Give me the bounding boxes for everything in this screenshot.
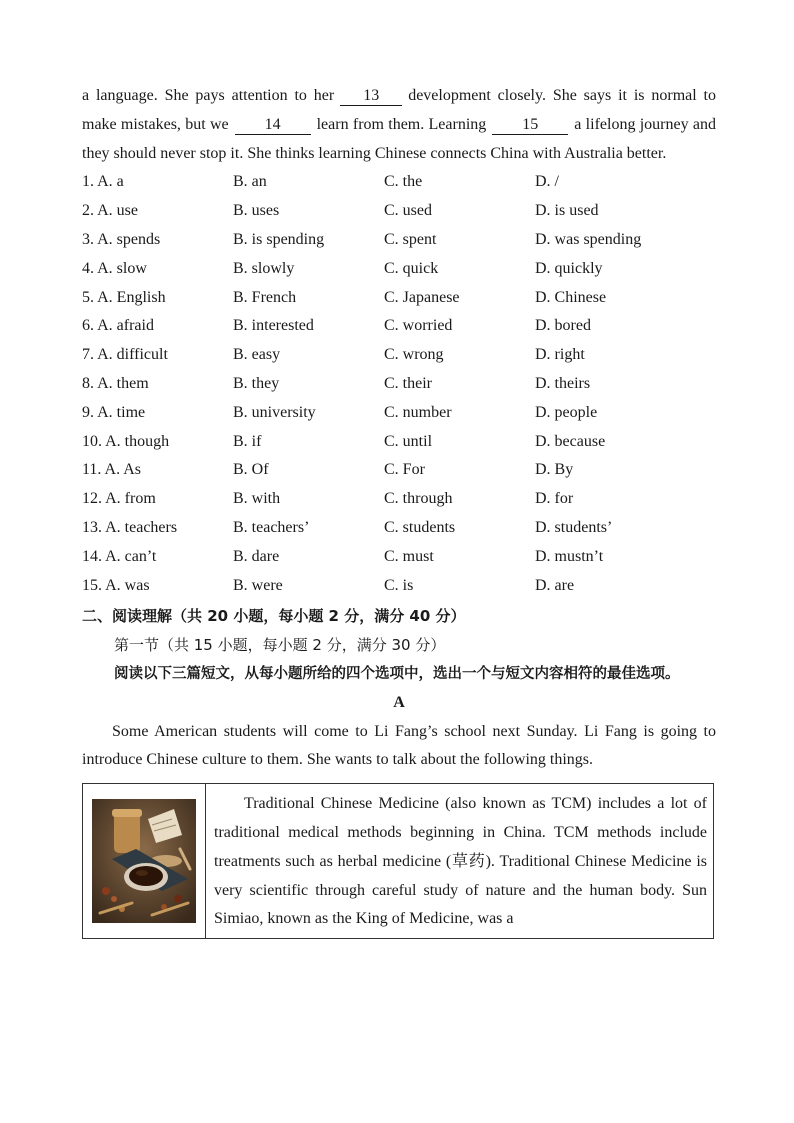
option-b: B. interested — [233, 317, 314, 335]
option-c: C. quick — [384, 259, 439, 277]
option-row — [82, 485, 716, 514]
option-b: B. if — [233, 432, 262, 450]
option-row — [82, 226, 716, 255]
option-b: B. Of — [233, 461, 269, 479]
option-c: C. through — [384, 490, 453, 508]
option-d: D. are — [535, 576, 575, 594]
option-row — [82, 399, 716, 428]
option-a: 3. A. spends — [82, 230, 161, 248]
option-b: B. with — [233, 490, 281, 508]
option-d: D. theirs — [535, 374, 591, 392]
option-b: B. were — [233, 576, 283, 594]
tcm-image-cell — [83, 784, 206, 938]
option-a: 14. A. can’t — [82, 547, 157, 565]
option-c: C. students — [384, 518, 456, 536]
option-c: C. used — [384, 202, 432, 220]
option-a: 10. A. though — [82, 432, 170, 450]
option-b: B. they — [233, 374, 280, 392]
part-heading: 第一节（共 15 小题，每小题 2 分，满分 30 分） — [114, 636, 446, 655]
option-d: D. right — [535, 346, 585, 364]
option-c: C. spent — [384, 230, 437, 248]
option-c: C. Japanese — [384, 288, 460, 306]
option-d: D. students’ — [535, 518, 613, 536]
option-a: 11. A. As — [82, 461, 141, 479]
option-row — [82, 572, 716, 601]
option-c: C. worried — [384, 317, 453, 335]
option-b: B. French — [233, 288, 297, 306]
option-b: B. dare — [233, 547, 280, 565]
passage-text: a language. She pays attention to her — [82, 87, 335, 104]
option-c: C. For — [384, 461, 425, 479]
option-a: 4. A. slow — [82, 259, 147, 277]
option-c: C. must — [384, 547, 434, 565]
option-c: C. until — [384, 432, 433, 450]
passage-text: development closely. She says it is normal to make mistakes, but we — [82, 87, 716, 133]
document-page — [82, 82, 716, 939]
option-d: D. is used — [535, 202, 599, 220]
option-list — [82, 168, 716, 600]
passage-text: a lifelong journey and they should never stop it. She thinks learning Chinese connects China with Australia better. — [82, 115, 717, 162]
option-a: 15. A. was — [82, 576, 150, 594]
option-a: 5. A. English — [82, 288, 166, 306]
passage-text: learn from them. Learning — [316, 115, 487, 133]
option-a: 6. A. afraid — [82, 317, 154, 335]
option-b: B. is spending — [233, 230, 325, 248]
option-a: 9. A. time — [82, 403, 146, 421]
option-d: D. Chinese — [535, 288, 607, 306]
section-instruction: 阅读以下三篇短文，从每小题所给的四个选项中，选出一个与短文内容相符的最佳选项。 — [114, 665, 680, 682]
option-d: D. quickly — [535, 259, 603, 277]
blank-14: 14 — [235, 116, 311, 135]
option-row — [82, 456, 716, 485]
option-a: 7. A. difficult — [82, 346, 168, 364]
option-b: B. an — [233, 173, 267, 191]
option-b: B. university — [233, 403, 316, 421]
option-d: D. people — [535, 403, 598, 421]
herbal-medicine-photo — [92, 799, 196, 923]
option-b: B. slowly — [233, 259, 295, 277]
option-a: 13. A. teachers — [82, 518, 178, 536]
option-a: 8. A. them — [82, 374, 149, 392]
blank-15: 15 — [492, 116, 568, 135]
option-d: D. mustn’t — [535, 547, 604, 565]
option-d: D. because — [535, 432, 606, 450]
option-c: C. the — [384, 173, 423, 191]
option-b: B. teachers’ — [233, 518, 310, 536]
cloze-passage-end — [82, 82, 716, 168]
option-d: D. for — [535, 490, 574, 508]
option-row — [82, 514, 716, 543]
option-row — [82, 255, 716, 284]
passage-intro: Some American students will come to Li Fang’s school next Sunday. Li Fang is going to introduce Chinese culture to them. She wants to talk about the following things. — [82, 722, 716, 769]
option-b: B. uses — [233, 202, 280, 220]
option-c: C. their — [384, 374, 432, 392]
tcm-paragraph: Traditional Chinese Medicine (also known as TCM) includes a lot of traditional medical methods beginning in China. TCM methods include treatments such as herbal medicine (草药). Traditional Chinese Medicine is very scientific through careful study of nature and the human body. Sun Simiao, known as the King of Medicine, was a — [214, 795, 707, 928]
option-b: B. easy — [233, 346, 281, 364]
option-d: D. / — [535, 173, 559, 191]
option-c: C. is — [384, 576, 414, 594]
option-d: D. By — [535, 461, 574, 479]
option-row — [82, 312, 716, 341]
section-heading: 二、阅读理解（共 20 小题，每小题 2 分，满分 40 分） — [82, 607, 466, 626]
option-a: 2. A. use — [82, 202, 138, 220]
option-row — [82, 341, 716, 370]
option-c: C. wrong — [384, 346, 444, 364]
passage-title: A — [393, 693, 405, 711]
option-row — [82, 370, 716, 399]
option-row — [82, 168, 716, 197]
option-row — [82, 543, 716, 572]
option-row — [82, 428, 716, 457]
option-a: 1. A. a — [82, 173, 124, 191]
tcm-info-box — [82, 783, 714, 939]
tcm-text-cell — [206, 784, 713, 938]
option-row — [82, 197, 716, 226]
option-c: C. number — [384, 403, 452, 421]
option-a: 12. A. from — [82, 490, 156, 508]
option-d: D. bored — [535, 317, 591, 335]
option-row — [82, 284, 716, 313]
option-d: D. was spending — [535, 230, 642, 248]
blank-13: 13 — [340, 87, 402, 106]
